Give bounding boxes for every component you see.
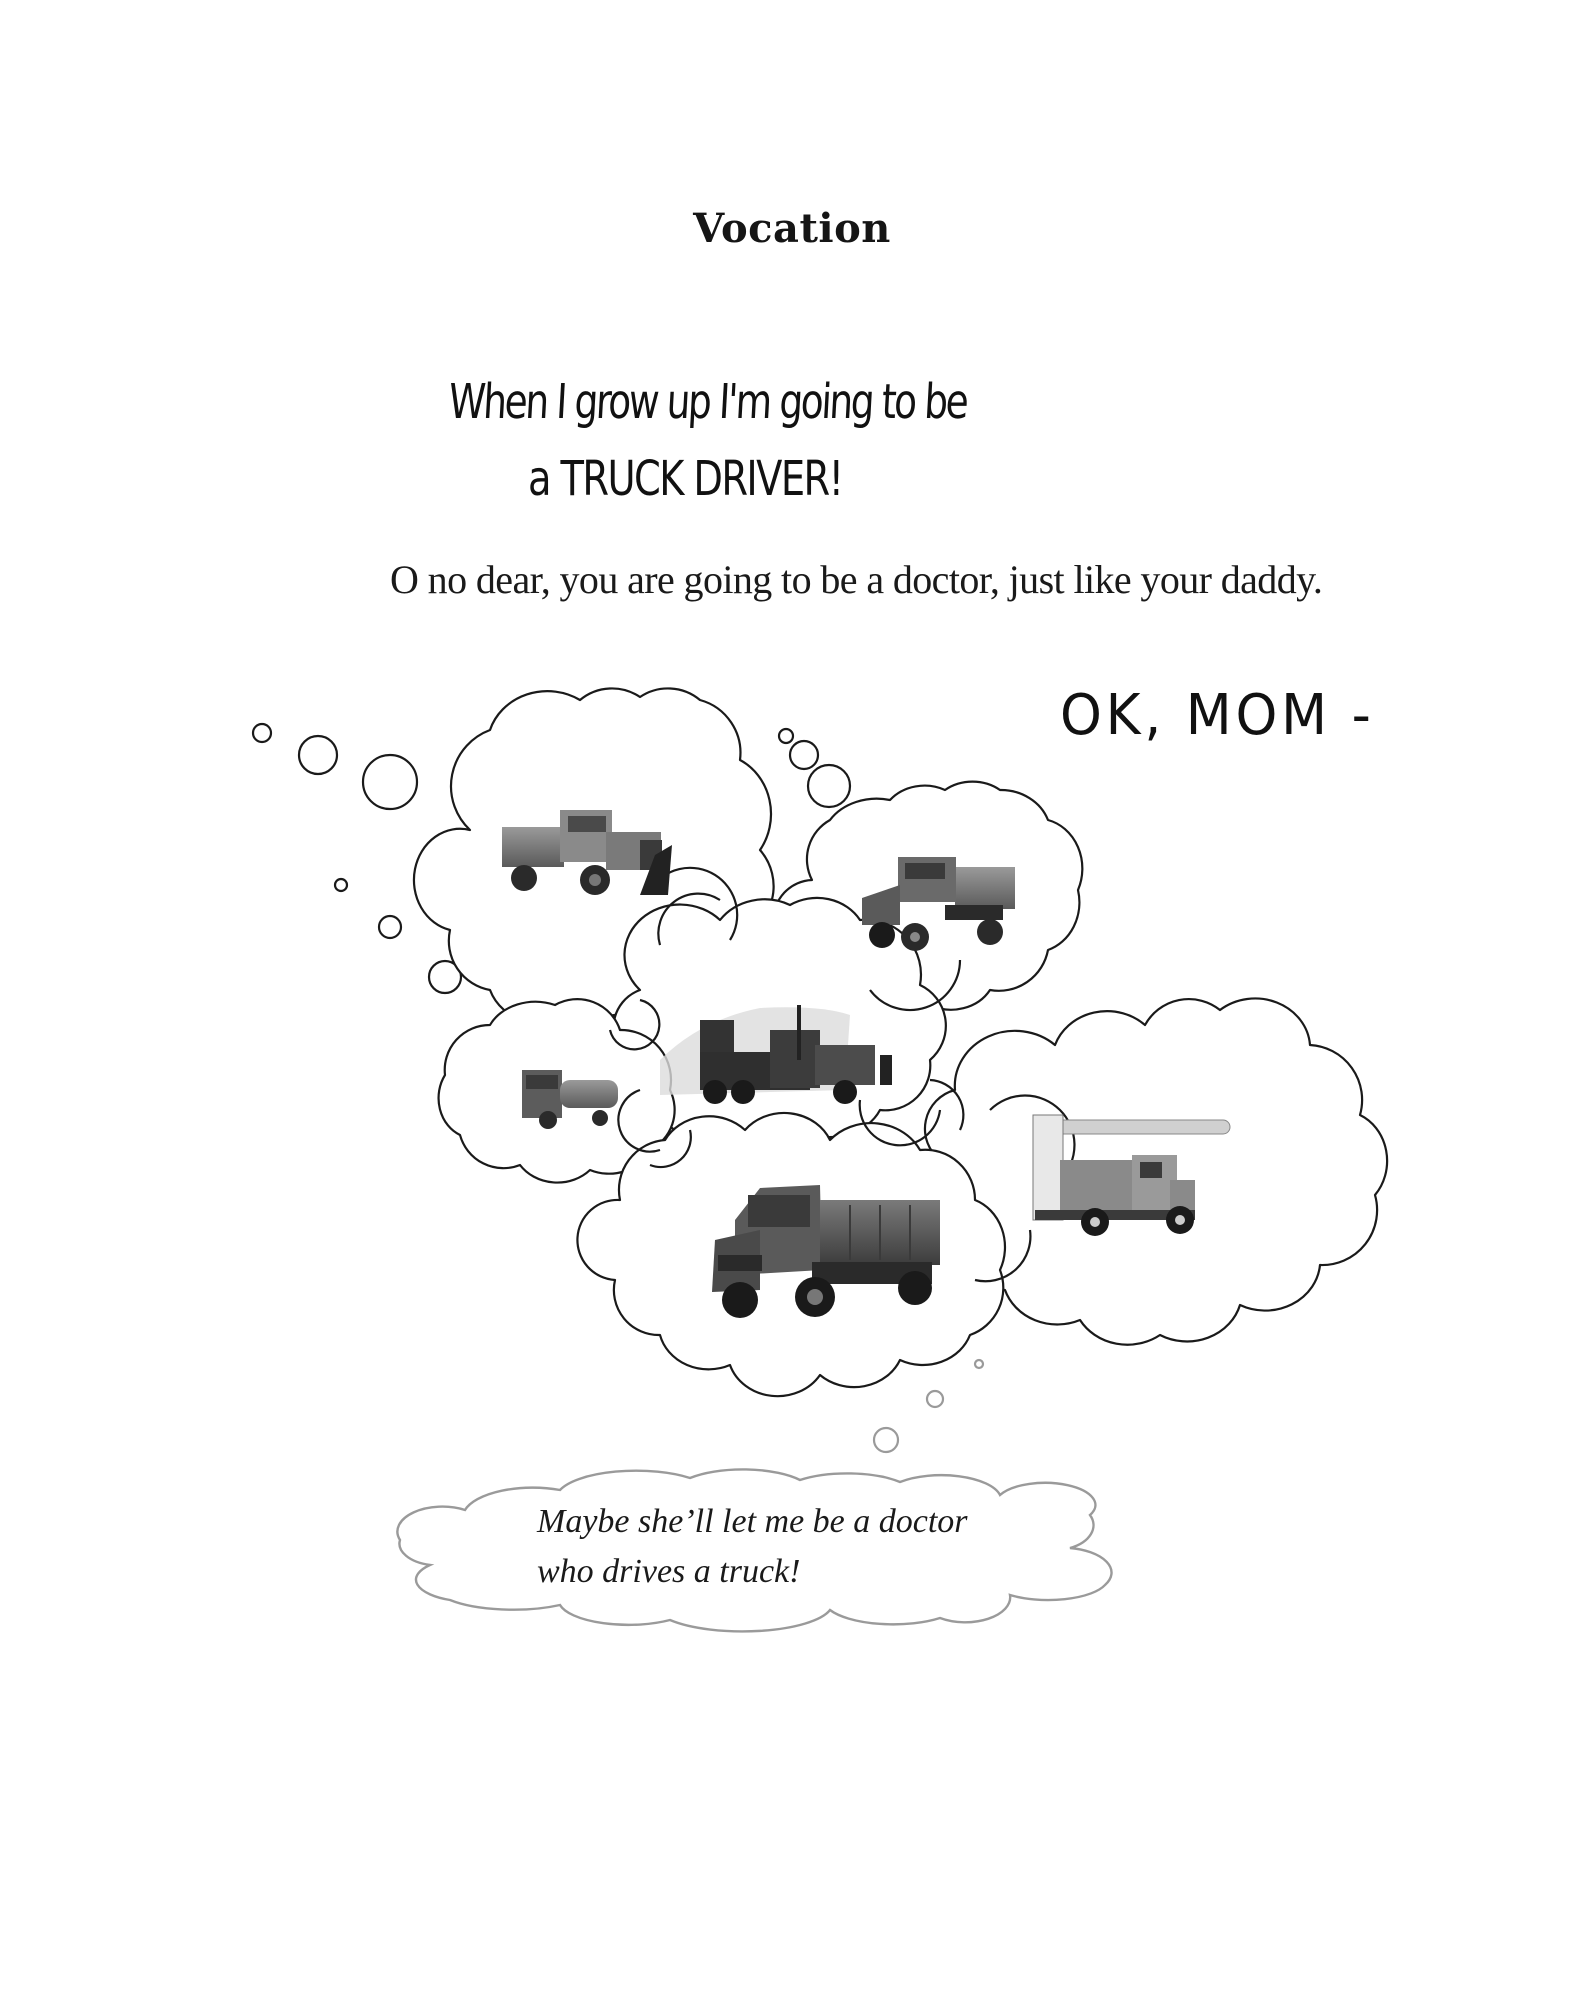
page-title: Vocation [693,205,891,252]
final-thought-text [537,1497,968,1597]
child-wish-line2: a TRUCK DRIVER! [528,451,843,507]
mother-reply: O no dear, you are going to be a doctor, just like your daddy. [390,557,1323,602]
final-thought-line2: who drives a truck! [537,1553,801,1590]
final-thought-line1: Maybe she’ll let me be a doctor [537,1503,968,1540]
child-answer: OK, MOM - [1060,683,1375,748]
child-wish-line1: When I grow up I'm going to be [447,374,969,430]
